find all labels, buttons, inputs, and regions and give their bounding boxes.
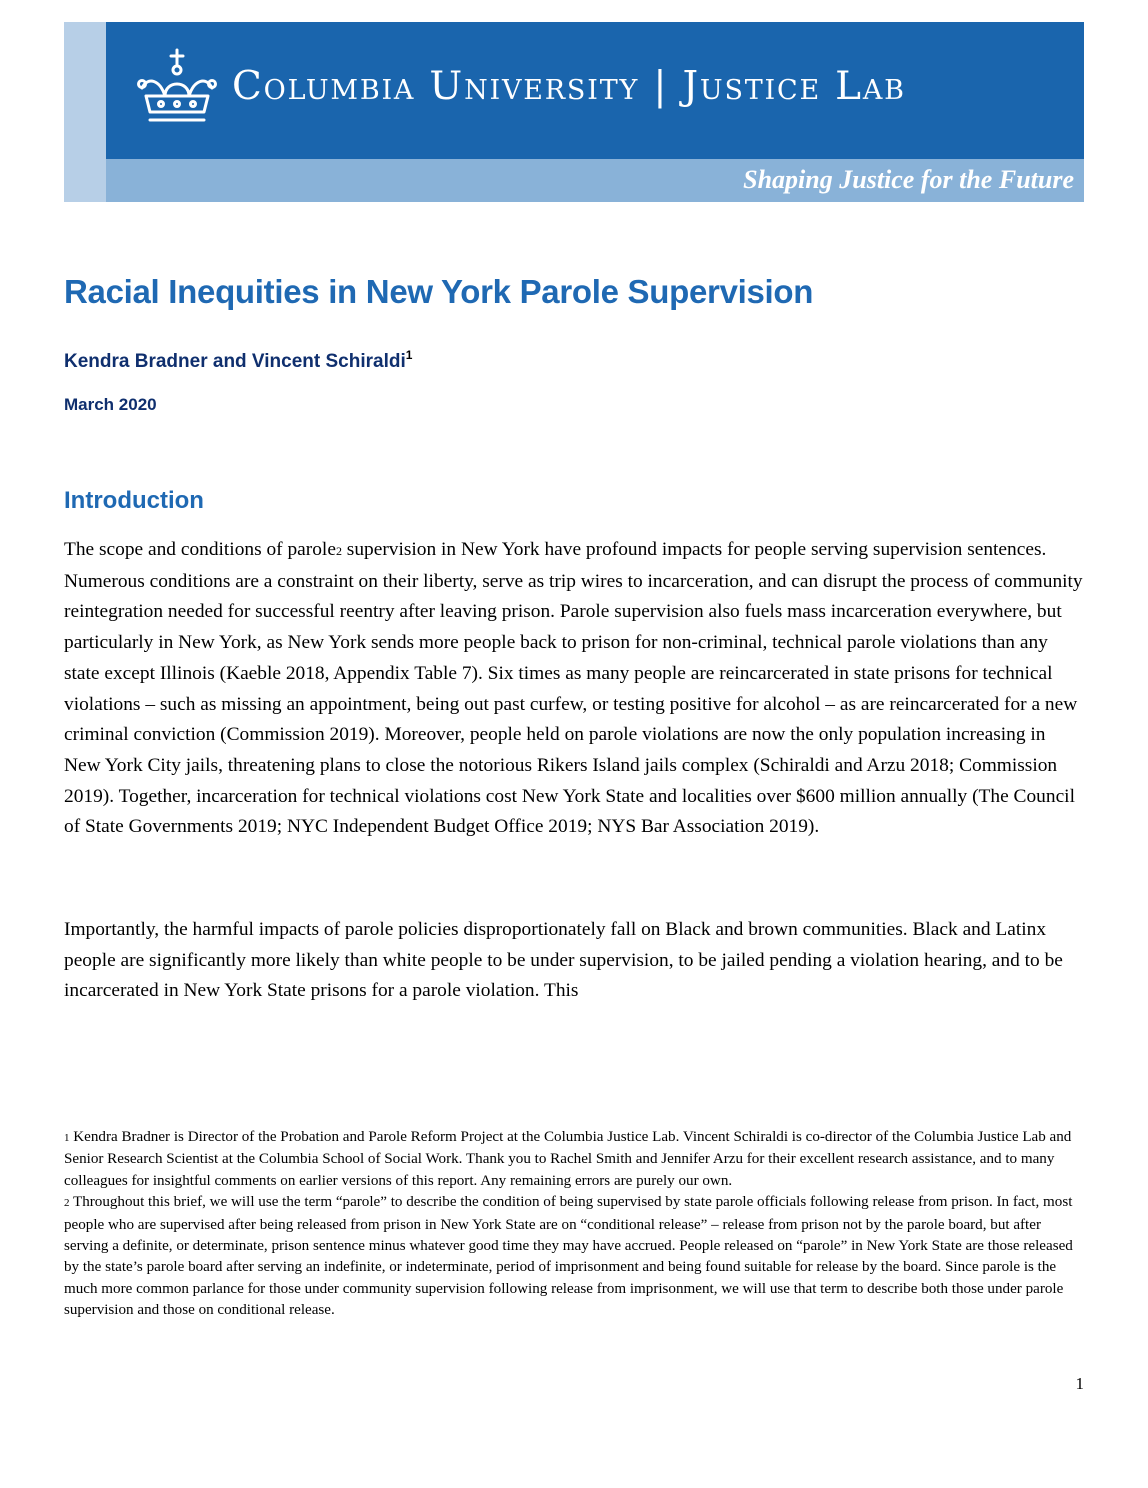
intro-paragraph-2: Importantly, the harmful impacts of parole policies disproportionately fall on Black and brown communities. Black and Latinx people are significantly more likely than white people to be under supervision, to be jailed pending a violation hearing, and to be incarcerated in New York State prisons for a parole violation. This (64, 919, 1063, 1002)
intro-paragraph-1 (64, 535, 1084, 843)
author-line (64, 348, 412, 373)
intro-paragraph-1-rest: supervision in New York have profound impacts for people serving supervision sentences. Numerous conditions are a constraint on their liberty, serve as trip wires to incarceration, and can disrupt the process of community reintegration needed for successful reentry after leaving prison. Parole supervision also fuels mass incarceration everywhere, but particularly in New York, as New York sends more people back to prison for non-criminal, technical parole violations than any state except Illinois (Kaeble 2018, Appendix Table 7). Six times as many people are reincarcerated in state prisons for technical violations – such as missing an appointment, being out past curfew, or testing positive for alcohol – as are reincarcerated for a new criminal conviction (Commission 2019). Moreover, people held on parole violations are now the only population increasing in New York City jails, threatening plans to close the notorious Rikers Island jails complex (Schiraldi and Arzu 2018; Commission 2019). Together, incarceration for technical violations cost New York State and localities over $600 million annually (The Council of State Governments 2019; NYC Independent Budget Office 2019; NYS Bar Association 2019). (64, 539, 1083, 838)
authors-text: Kendra Bradner and Vincent Schiraldi (64, 351, 406, 372)
footnotes (64, 1127, 1084, 1322)
footnote-2-mark: 2 (64, 1197, 70, 1210)
footnote-1-text: Kendra Bradner is Director of the Probation and Parole Reform Project at the Columbia Justice Lab. Vincent Schiraldi is co-director of the Columbia Justice Lab and Senior Research Scientist at the Columbia School of Social Work. Thank you to Rachel Smith and Jennifer Arzu for their excellent research assistance, and to many colleagues for insightful comments on earlier versions of this report. Any remaining errors are purely our own. (64, 1129, 1072, 1189)
header-banner (64, 22, 1084, 202)
footnote-ref-2: 2 (335, 544, 342, 558)
footnote-2-text: Throughout this brief, we will use the term “parole” to describe the condition of being supervised by state parole officials following release from prison. In fact, most people who are supervised after being released from prison in New York State are on “conditional release” – release from prison not by the parole board, but after serving a definite, or determinate, prison sentence minus whatever good time they may have accrued. People released on “parole” in New York State are those released by the state’s parole board after serving an indefinite, or indeterminate, period of imprisonment and being found suitable for release by the board. Since parole is the much more common parlance for those under community supervision following release from imprisonment, we will use that term to describe both those under parole supervision and those on conditional release. (64, 1194, 1073, 1319)
publication-date: March 2020 (64, 395, 157, 414)
document-title: Racial Inequities in New York Parole Supervision (64, 273, 814, 310)
footnote-2 (64, 1192, 1084, 1321)
crown-icon (134, 46, 220, 132)
institution-name: Columbia University | Justice Lab (232, 64, 906, 109)
banner-side-stripe (64, 22, 106, 202)
section-heading-introduction: Introduction (64, 487, 204, 514)
footnote-1 (64, 1127, 1084, 1192)
page-number: 1 (1075, 1374, 1084, 1393)
intro-paragraph-1-start: The scope and conditions of parole (64, 539, 336, 560)
authors-footnote-mark: 1 (405, 348, 413, 362)
footnote-1-mark: 1 (64, 1132, 70, 1144)
tagline: Shaping Justice for the Future (743, 165, 1074, 194)
